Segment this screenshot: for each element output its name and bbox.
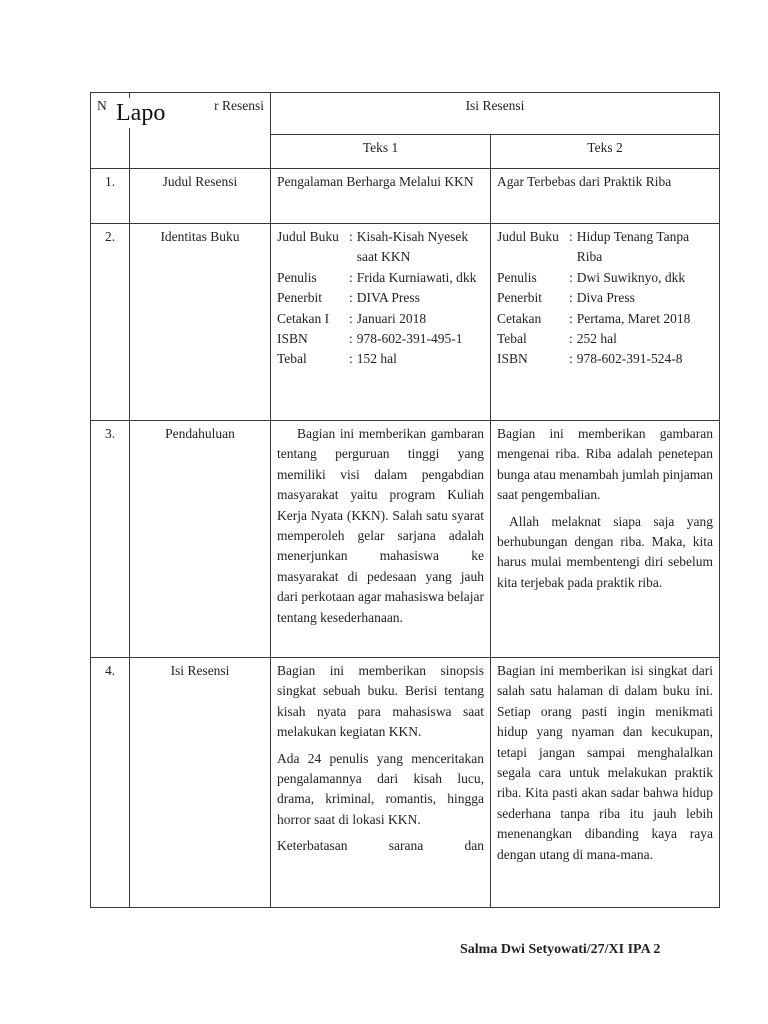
header-no: N xyxy=(91,93,130,169)
row-aspect: Isi Resensi xyxy=(130,658,271,908)
identity-value: 978-602-391-524-8 xyxy=(576,351,683,367)
table-row xyxy=(91,658,720,908)
identity-label: Tebal xyxy=(497,331,527,347)
teks2-cell: Agar Terbebas dari Praktik Riba xyxy=(491,169,720,224)
identity-value: Kisah-Kisah Nyesek saat KKN xyxy=(356,229,469,265)
identity-item: Cetakan I : Januari 2018 xyxy=(277,309,484,329)
identity-label: Judul Buku xyxy=(277,229,339,244)
identity-item: ISBN : 978-602-391-524-8 xyxy=(497,349,713,369)
overlay-title: Lapo xyxy=(112,98,169,128)
identity-item: Penerbit : DIVA Press xyxy=(277,288,484,308)
table-row xyxy=(91,421,720,658)
paragraph: Bagian ini memberikan sinopsis singkat sebuah buku. Berisi tentang kisah nyata para mahasiswa saat melakukan kegiatan KKN. xyxy=(277,663,484,740)
identity-value: Hidup Tenang Tanpa Riba xyxy=(576,229,690,265)
identity-value: 978-602-391-495-1 xyxy=(356,331,463,347)
header-teks2: Teks 2 xyxy=(491,135,720,169)
row-aspect: Identitas Buku xyxy=(130,224,271,421)
paragraph: Ada 24 penulis yang menceritakan pengalamannya dari kisah lucu, drama, kriminal, romantis, hingga horror saat di lokasi KKN. xyxy=(277,750,484,827)
paragraph: Bagian ini memberikan gambaran mengenai riba. Riba adalah penetepan bunga atau menambah jumlah pinjaman saat pengembalian. xyxy=(497,426,713,503)
identity-label: Penulis xyxy=(497,269,537,285)
identity-value: Pertama, Maret 2018 xyxy=(576,310,691,326)
identity-item: Judul Buku : Kisah-Kisah Nyesek saat KKN xyxy=(277,227,484,268)
identity-label: Penerbit xyxy=(497,290,542,306)
review-table xyxy=(90,92,720,908)
header-aspek: r Resensi xyxy=(130,93,271,169)
row-aspect: Judul Resensi xyxy=(130,169,271,224)
paragraph: Allah melaknat siapa saja yang berhubungan dengan riba. Maka, kita harus mulai membentengi diri sebelum kita terjebak pada praktik riba. xyxy=(497,513,713,590)
teks2-cell xyxy=(491,658,720,908)
table-row xyxy=(91,224,720,421)
teks2-cell xyxy=(491,224,720,421)
identity-item: Penulis : Frida Kurniawati, dkk xyxy=(277,268,484,288)
identity-label: Cetakan xyxy=(497,310,542,326)
teks1-cell xyxy=(271,224,491,421)
header-row xyxy=(91,93,720,135)
paragraph: Bagian ini memberikan gambaran tentang perguruan tinggi yang memiliki visi dalam pengabdian masyarakat yaitu program Kuliah Kerja Nyata (KKN). Salah satu syarat memperoleh gelar sarjana adalah menerjunkan mahasiswa ke masyarakat di pedesaan yang jauh dari perkotaan agar mahasiswa belajar tentang kesederhanaan. xyxy=(277,426,484,625)
identity-item: Penulis : Dwi Suwiknyo, dkk xyxy=(497,268,713,288)
teks1-cell xyxy=(271,658,491,908)
identity-label: Penerbit xyxy=(277,290,322,306)
teks1-cell xyxy=(271,421,491,658)
identity-item: Judul Buku : Hidup Tenang Tanpa Riba xyxy=(497,227,713,268)
identity-label: ISBN xyxy=(277,331,308,347)
identity-value: DIVA Press xyxy=(356,290,420,306)
row-aspect: Pendahuluan xyxy=(130,421,271,658)
author-footer: Salma Dwi Setyowati/27/XI IPA 2 xyxy=(460,942,661,957)
identity-item: Tebal : 252 hal xyxy=(497,329,713,349)
teks1-cell: Pengalaman Berharga Melalui KKN xyxy=(271,169,491,224)
identity-value: Dwi Suwiknyo, dkk xyxy=(576,269,686,285)
paragraph: Bagian ini memberikan isi singkat dari salah satu halaman di dalam buku ini. Setiap orang pasti ingin menikmati hidup yang nyaman dan kecukupan, tetapi jangan sampai menghalalkan segala cara untuk melakukan praktik riba. Kita pasti akan sadar bahwa hidup sederhana tanpa riba itu jauh lebih menenangkan dibanding kaya raya dengan utang di mana-mana. xyxy=(497,663,713,862)
identity-label: ISBN xyxy=(497,351,528,367)
identity-label: Penulis xyxy=(277,269,317,285)
identity-value: Januari 2018 xyxy=(356,310,427,326)
paragraph: Keterbatasan sarana dan xyxy=(277,838,484,854)
identity-item: Tebal : 152 hal xyxy=(277,349,484,369)
row-number: 2. xyxy=(91,224,130,421)
identity-value: 252 hal xyxy=(576,331,617,347)
header-isi-resensi: Isi Resensi xyxy=(271,93,720,135)
row-number: 4. xyxy=(91,658,130,908)
identity-item: Cetakan : Pertama, Maret 2018 xyxy=(497,309,713,329)
identity-item: Penerbit : Diva Press xyxy=(497,288,713,308)
identity-item: ISBN : 978-602-391-495-1 xyxy=(277,329,484,349)
identity-value: Frida Kurniawati, dkk xyxy=(356,269,477,285)
row-number: 1. xyxy=(91,169,130,224)
header-teks1: Teks 1 xyxy=(271,135,491,169)
teks2-cell xyxy=(491,421,720,658)
table-row xyxy=(91,169,720,224)
identity-label: Judul Buku xyxy=(497,229,559,244)
identity-label: Cetakan I xyxy=(277,310,330,326)
identity-label: Tebal xyxy=(277,351,307,367)
row-number: 3. xyxy=(91,421,130,658)
identity-value: Diva Press xyxy=(576,290,635,306)
identity-value: 152 hal xyxy=(356,351,397,367)
